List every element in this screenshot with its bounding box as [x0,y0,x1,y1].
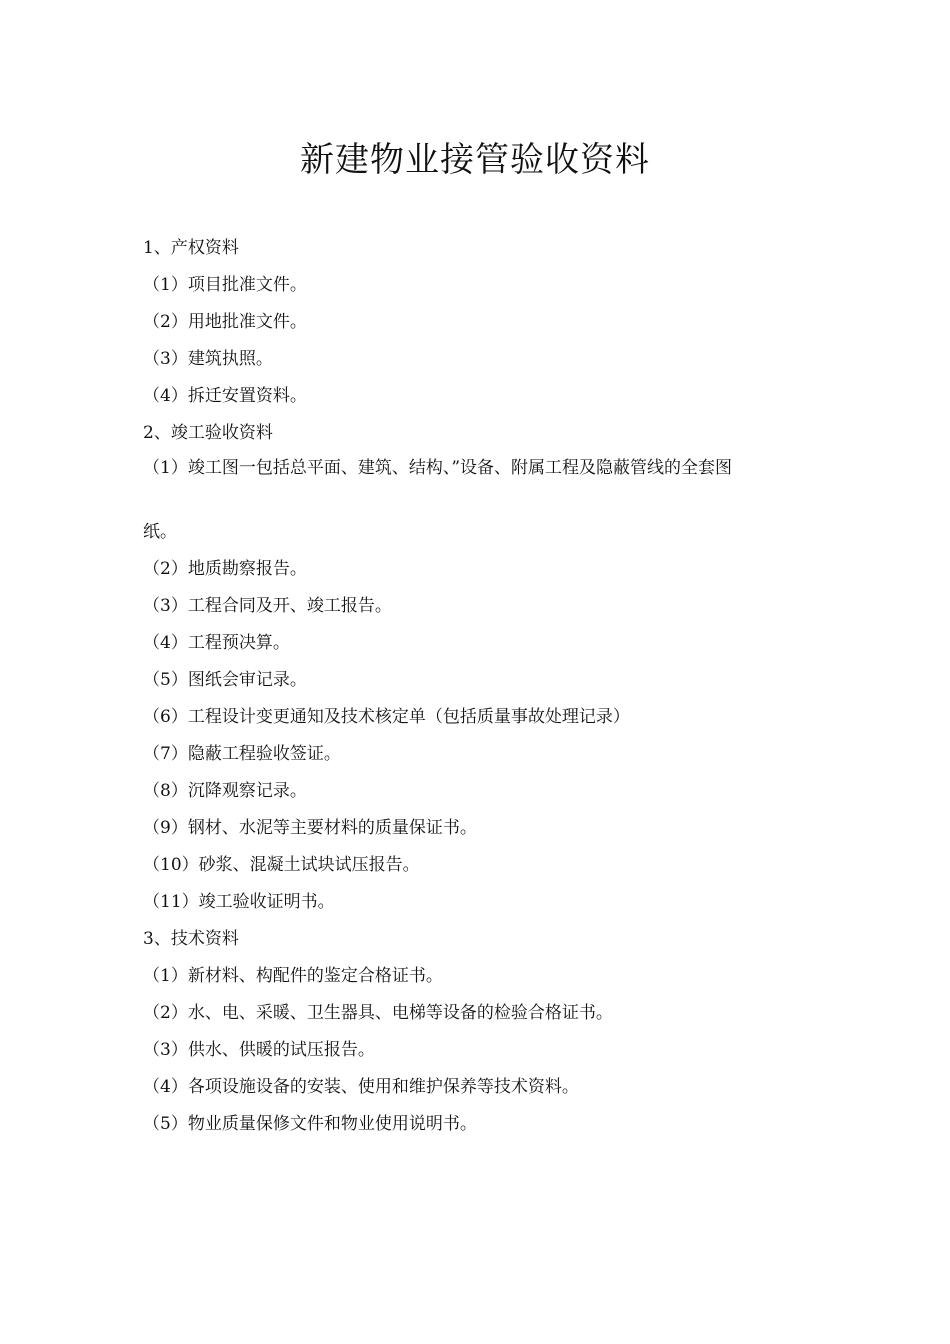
list-item: （6）工程设计变更通知及技术核定单（包括质量事故处理记录） [143,707,630,727]
list-item: （5）物业质量保修文件和物业使用说明书。 [143,1114,477,1134]
section-heading-completion-acceptance: 2、竣工验收资料 [143,423,273,443]
list-item: （8）沉降观察记录。 [143,781,307,801]
list-item-wrapped: （1）竣工图一包括总平面、建筑、结构、”设备、附属工程及隐蔽管线的全套图 [143,458,733,478]
list-item-continuation: 纸。 [143,522,177,542]
section-heading-technical-data: 3、技术资料 [143,929,239,949]
document-body [143,230,813,1143]
list-item: （11）竣工验收证明书。 [143,892,335,912]
list-item: （4）各项设施设备的安装、使用和维护保养等技术资料。 [143,1077,579,1097]
section-heading-property-rights: 1、产权资料 [143,238,239,258]
list-item: （4）工程预决算。 [143,633,290,653]
list-item: （2）地质勘察报告。 [143,559,307,579]
list-item: （2）用地批准文件。 [143,312,307,332]
list-item: （4）拆迁安置资料。 [143,386,307,406]
list-item: （10）砂浆、混凝土试块试压报告。 [143,855,420,875]
list-item: （3）工程合同及开、竣工报告。 [143,596,392,616]
list-item: （1）项目批准文件。 [143,275,307,295]
document-title: 新建物业接管验收资料 [300,140,650,180]
list-item: （2）水、电、采暖、卫生器具、电梯等设备的检验合格证书。 [143,1003,613,1023]
list-item: （9）钢材、水泥等主要材料的质量保证书。 [143,818,477,838]
list-item: （3）供水、供暖的试压报告。 [143,1040,375,1060]
list-item: （3）建筑执照。 [143,349,273,369]
list-item: （1）新材料、构配件的鉴定合格证书。 [143,966,443,986]
list-item: （5）图纸会审记录。 [143,670,307,690]
list-item: （7）隐蔽工程验收签证。 [143,744,341,764]
